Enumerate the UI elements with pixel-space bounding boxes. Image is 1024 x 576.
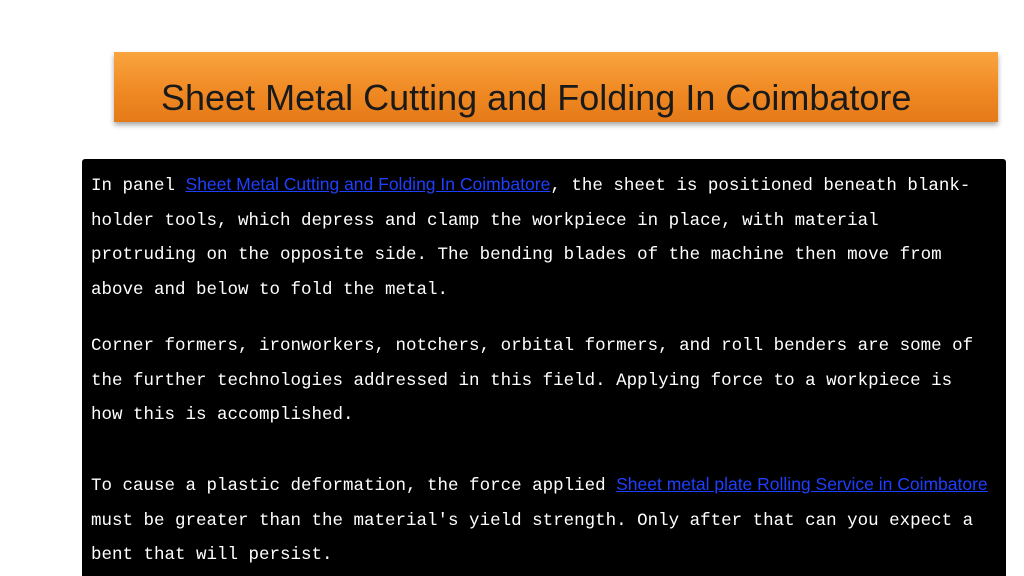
link-sheet-metal-plate-rolling[interactable]: Sheet metal plate Rolling Service in Coimbatore bbox=[616, 474, 988, 494]
page-title: Sheet Metal Cutting and Folding In Coimbatore bbox=[161, 77, 912, 118]
content-box bbox=[82, 159, 1006, 576]
link-sheet-metal-cutting-folding[interactable]: Sheet Metal Cutting and Folding In Coimbatore bbox=[185, 174, 551, 194]
paragraph-1-text-after: , the sheet is positioned beneath blank-holder tools, which depress and clamp the workpiece in place, with material protruding on the opposite side. The bending blades of the machine then move from above and below to fold the metal. bbox=[91, 176, 971, 300]
paragraph-1-text-before: In panel bbox=[91, 176, 186, 196]
paragraph-1 bbox=[91, 167, 991, 307]
paragraph-3-text-before: To cause a plastic deformation, the force applied bbox=[91, 476, 617, 496]
paragraph-2: Corner formers, ironworkers, notchers, orbital formers, and roll benders are some of the further technologies addressed in this field. Applying force to a workpiece is how this is accomplished. bbox=[91, 336, 974, 425]
title-bar bbox=[114, 52, 998, 122]
paragraph-3 bbox=[91, 467, 991, 573]
paragraph-3-text-after: must be greater than the material's yield strength. Only after that can you expect a bent that will persist. bbox=[91, 510, 974, 565]
